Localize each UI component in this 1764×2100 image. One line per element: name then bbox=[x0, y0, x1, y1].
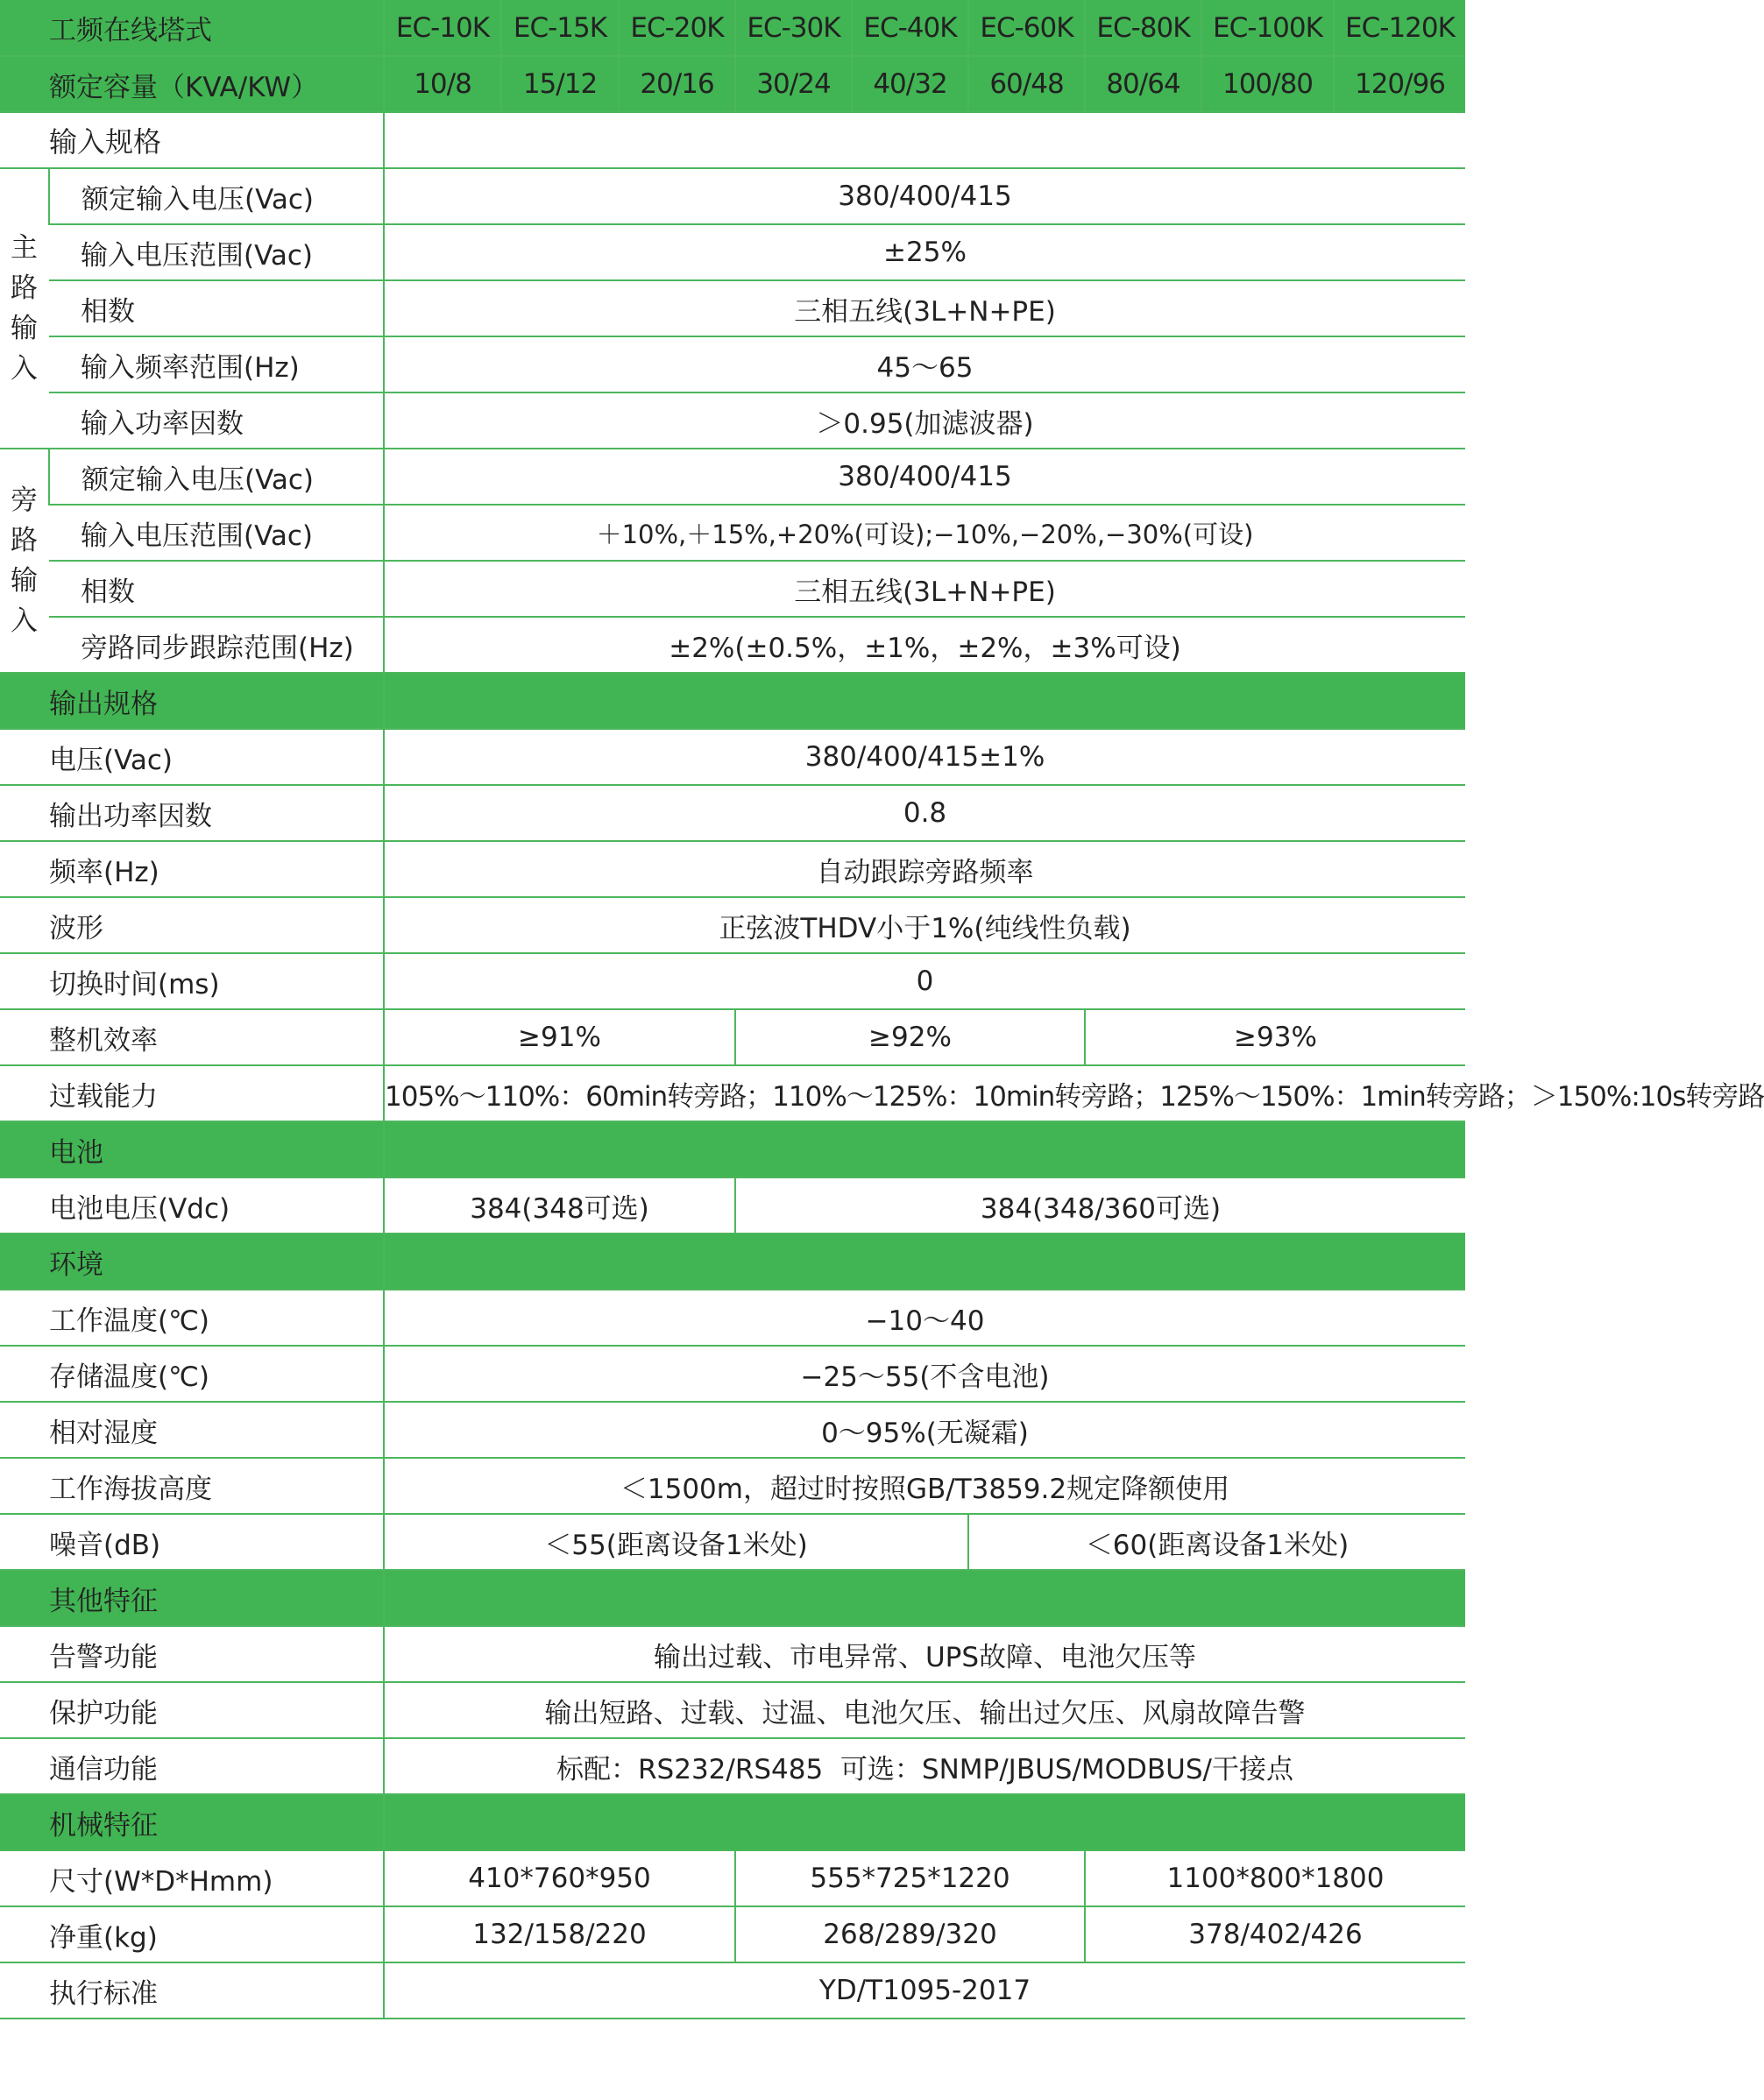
model-ec-80k: EC-80K bbox=[1085, 0, 1201, 56]
spec-row bbox=[0, 1514, 1465, 1570]
spec-row bbox=[0, 1962, 1465, 2019]
row-label: 通信功能 bbox=[0, 1738, 384, 1794]
spec-row bbox=[0, 1850, 1465, 1906]
model-ec-10k: EC-10K bbox=[384, 0, 501, 56]
table-title: 工频在线塔式 bbox=[0, 0, 384, 56]
row-value: ＜60(距离设备1米处) bbox=[968, 1514, 1465, 1570]
row-label: 输出功率因数 bbox=[0, 785, 384, 841]
capacity-value: 20/16 bbox=[619, 56, 735, 112]
capacity-value: 30/24 bbox=[735, 56, 852, 112]
row-value: ±25% bbox=[384, 224, 1465, 280]
section-output bbox=[0, 673, 1465, 729]
row-label: 波形 bbox=[0, 897, 384, 953]
row-value: 268/289/320 bbox=[735, 1906, 1085, 1962]
spec-row bbox=[0, 168, 1465, 224]
row-label: 切换时间(ms) bbox=[0, 953, 384, 1009]
model-ec-120k: EC-120K bbox=[1334, 0, 1465, 56]
row-value: 132/158/220 bbox=[384, 1906, 735, 1962]
spec-row bbox=[0, 729, 1465, 785]
spec-row bbox=[0, 224, 1465, 280]
model-ec-60k: EC-60K bbox=[968, 0, 1085, 56]
spec-row bbox=[0, 1290, 1465, 1346]
row-label: 电压(Vac) bbox=[0, 729, 384, 785]
spec-row bbox=[0, 1177, 1465, 1234]
spec-row bbox=[0, 1906, 1465, 1962]
capacity-value: 15/12 bbox=[501, 56, 619, 112]
section-blank bbox=[384, 1234, 1465, 1290]
section-environment bbox=[0, 1234, 1465, 1290]
row-value: 标配：RS232/RS485 可选：SNMP/JBUS/MODBUS/干接点 bbox=[384, 1738, 1465, 1794]
row-value: 0 bbox=[384, 953, 1465, 1009]
spec-row bbox=[0, 336, 1465, 392]
model-ec-30k: EC-30K bbox=[735, 0, 852, 56]
model-ec-15k: EC-15K bbox=[501, 0, 619, 56]
row-label: 整机效率 bbox=[0, 1009, 384, 1065]
spec-row bbox=[0, 561, 1465, 617]
row-label: 额定输入电压(Vac) bbox=[49, 168, 384, 224]
row-value: 输出短路、过载、过温、电池欠压、输出过欠压、风扇故障告警 bbox=[384, 1682, 1465, 1738]
row-value: 0.8 bbox=[384, 785, 1465, 841]
section-title: 环境 bbox=[0, 1234, 384, 1290]
row-label: 旁路同步跟踪范围(Hz) bbox=[49, 617, 384, 673]
row-label: 尺寸(W*D*Hmm) bbox=[0, 1850, 384, 1906]
spec-row bbox=[0, 1346, 1465, 1402]
row-label: 工作温度(℃) bbox=[0, 1290, 384, 1346]
row-value: ＞0.95(加滤波器) bbox=[384, 392, 1465, 449]
spec-row bbox=[0, 1458, 1465, 1514]
spec-row bbox=[0, 785, 1465, 841]
row-value: 380/400/415 bbox=[384, 449, 1465, 505]
section-title: 输出规格 bbox=[0, 673, 384, 729]
row-value: 410*760*950 bbox=[384, 1850, 735, 1906]
section-battery bbox=[0, 1121, 1465, 1177]
model-ec-100k: EC-100K bbox=[1201, 0, 1334, 56]
section-blank bbox=[384, 1121, 1465, 1177]
row-value: 0～95%(无凝霜) bbox=[384, 1402, 1465, 1458]
capacity-value: 120/96 bbox=[1334, 56, 1465, 112]
row-value: 自动跟踪旁路频率 bbox=[384, 841, 1465, 897]
spec-row bbox=[0, 1738, 1465, 1794]
row-value: YD/T1095-2017 bbox=[384, 1962, 1465, 2019]
row-label: 告警功能 bbox=[0, 1626, 384, 1682]
row-label: 过载能力 bbox=[0, 1065, 384, 1121]
section-title: 机械特征 bbox=[0, 1794, 384, 1850]
row-value: 105%～110%：60min转旁路；110%～125%：10min转旁路；125%～150%：1min转旁路；＞150%:10s转旁路 bbox=[384, 1065, 1465, 1121]
row-label: 输入频率范围(Hz) bbox=[49, 336, 384, 392]
spec-row bbox=[0, 1009, 1465, 1065]
row-value: ＜1500m，超过时按照GB/T3859.2规定降额使用 bbox=[384, 1458, 1465, 1514]
section-input bbox=[0, 112, 1465, 168]
row-label: 额定输入电压(Vac) bbox=[49, 449, 384, 505]
main-input-group: 主 路 输 入 bbox=[0, 168, 49, 449]
row-value: −25～55(不含电池) bbox=[384, 1346, 1465, 1402]
spec-row bbox=[0, 841, 1465, 897]
model-header-row bbox=[0, 0, 1465, 56]
spec-row bbox=[0, 897, 1465, 953]
spec-row bbox=[0, 1682, 1465, 1738]
spec-row bbox=[0, 449, 1465, 505]
capacity-value: 100/80 bbox=[1201, 56, 1334, 112]
row-value: 555*725*1220 bbox=[735, 1850, 1085, 1906]
section-title: 其他特征 bbox=[0, 1570, 384, 1626]
capacity-value: 80/64 bbox=[1085, 56, 1201, 112]
row-value: −10～40 bbox=[384, 1290, 1465, 1346]
spec-row bbox=[0, 953, 1465, 1009]
row-value: 384(348/360可选) bbox=[735, 1177, 1465, 1234]
model-ec-20k: EC-20K bbox=[619, 0, 735, 56]
row-value: 1100*800*1800 bbox=[1085, 1850, 1465, 1906]
section-blank bbox=[384, 1570, 1465, 1626]
section-mechanical bbox=[0, 1794, 1465, 1850]
capacity-row bbox=[0, 56, 1465, 112]
row-value: ＋10%,＋15%,+20%(可设);−10%,−20%,−30%(可设) bbox=[384, 505, 1465, 561]
spec-row bbox=[0, 280, 1465, 336]
section-title: 电池 bbox=[0, 1121, 384, 1177]
row-label: 相数 bbox=[49, 280, 384, 336]
section-blank bbox=[384, 673, 1465, 729]
capacity-label: 额定容量（KVA/KW） bbox=[0, 56, 384, 112]
row-label: 噪音(dB) bbox=[0, 1514, 384, 1570]
row-value: ≥93% bbox=[1085, 1009, 1465, 1065]
row-label: 相对湿度 bbox=[0, 1402, 384, 1458]
row-value: 三相五线(3L+N+PE) bbox=[384, 280, 1465, 336]
model-ec-40k: EC-40K bbox=[852, 0, 968, 56]
row-value: 380/400/415 bbox=[384, 168, 1465, 224]
row-value: ≥92% bbox=[735, 1009, 1085, 1065]
section-title: 输入规格 bbox=[0, 112, 384, 168]
row-value: 380/400/415±1% bbox=[384, 729, 1465, 785]
spec-row bbox=[0, 505, 1465, 561]
section-features bbox=[0, 1570, 1465, 1626]
row-value: 384(348可选) bbox=[384, 1177, 735, 1234]
section-blank bbox=[384, 1794, 1465, 1850]
row-label: 工作海拔高度 bbox=[0, 1458, 384, 1514]
spec-row bbox=[0, 1626, 1465, 1682]
capacity-value: 60/48 bbox=[968, 56, 1085, 112]
row-value: 三相五线(3L+N+PE) bbox=[384, 561, 1465, 617]
capacity-value: 10/8 bbox=[384, 56, 501, 112]
spec-row bbox=[0, 392, 1465, 449]
section-blank bbox=[384, 112, 1465, 168]
row-label: 频率(Hz) bbox=[0, 841, 384, 897]
row-value: 正弦波THDV小于1%(纯线性负载) bbox=[384, 897, 1465, 953]
row-label: 保护功能 bbox=[0, 1682, 384, 1738]
row-label: 电池电压(Vdc) bbox=[0, 1177, 384, 1234]
row-value: 输出过载、市电异常、UPS故障、电池欠压等 bbox=[384, 1626, 1465, 1682]
row-value: 45～65 bbox=[384, 336, 1465, 392]
row-label: 输入电压范围(Vac) bbox=[49, 224, 384, 280]
spec-row bbox=[0, 617, 1465, 673]
row-label: 输入电压范围(Vac) bbox=[49, 505, 384, 561]
row-label: 执行标准 bbox=[0, 1962, 384, 2019]
bypass-input-group: 旁 路 输 入 bbox=[0, 449, 49, 673]
spec-row bbox=[0, 1065, 1465, 1121]
row-value: ＜55(距离设备1米处) bbox=[384, 1514, 968, 1570]
row-label: 净重(kg) bbox=[0, 1906, 384, 1962]
row-value: 378/402/426 bbox=[1085, 1906, 1465, 1962]
row-label: 相数 bbox=[49, 561, 384, 617]
row-value: ±2%(±0.5%，±1%，±2%，±3%可设) bbox=[384, 617, 1465, 673]
row-label: 输入功率因数 bbox=[49, 392, 384, 449]
row-value: ≥91% bbox=[384, 1009, 735, 1065]
capacity-value: 40/32 bbox=[852, 56, 968, 112]
row-label: 存储温度(℃) bbox=[0, 1346, 384, 1402]
spec-row bbox=[0, 1402, 1465, 1458]
